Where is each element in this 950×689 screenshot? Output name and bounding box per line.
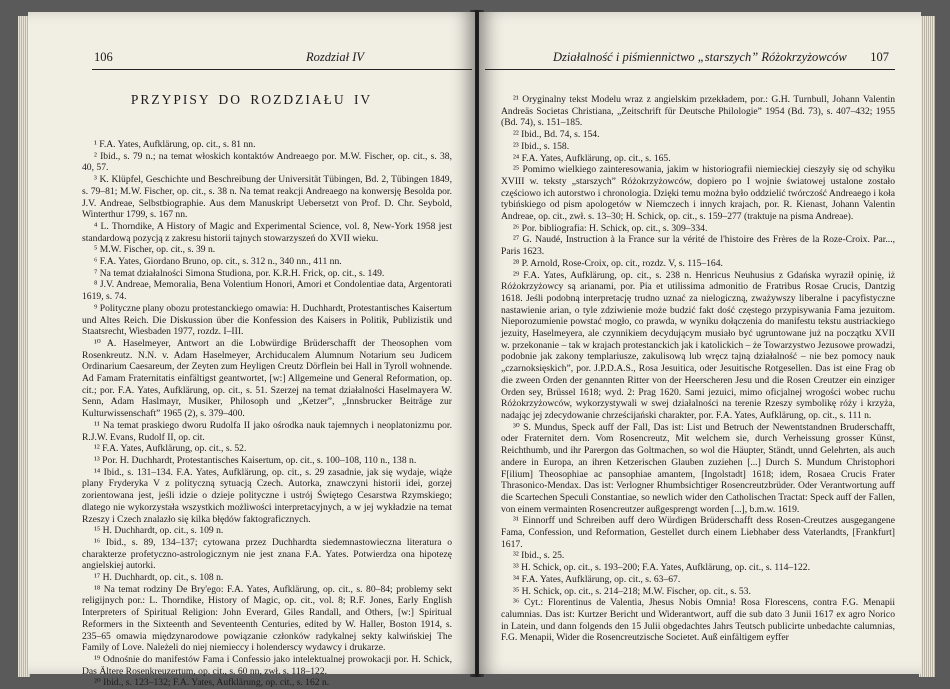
left-footnotes [82, 139, 452, 689]
footnote: ³⁴ F.A. Yates, Aufklärung, op. cit., s. 63–67. [513, 573, 681, 585]
right-footnotes [501, 94, 895, 644]
footnote: ⁸ J.V. Andreae, Memoralia, Bena Volentium Honori, Amori et Condolentiae data, Argentorati 1619, s. 74. [82, 279, 452, 303]
right-page-edge [919, 16, 935, 677]
footnote: ³⁵ H. Schick, op. cit., s. 214–218; M.W. Fischer, op. cit., s. 53. [513, 585, 751, 597]
right-running-header [553, 50, 889, 65]
footnote: ⁶ F.A. Yates, Giordano Bruno, op. cit., s. 312 n., 340 nn., 411 nn. [94, 256, 342, 268]
footnote: ² Ibid., s. 79 n.; na temat włoskich kontaktów Andreaego por. M.W. Fischer, op. cit., s. 38, 40, 57. [82, 150, 452, 174]
footnote: ⁷ Na temat działalności Simona Studiona, por. K.R.H. Frick, op. cit., s. 149. [94, 267, 385, 279]
footnote: ²¹ Oryginalny tekst Modelu wraz z angielskim przekładem, por.: G.H. Turnbull, Johann Valentin Andreäs Societas Christiana, „Zeitschrift für Deutsche Philologie” 1954 (Bd. 73), s. 407–432; 1955 (Bd. 74), s. 151–185. [501, 94, 895, 129]
footnote: ²⁸ P. Arnold, Rose-Croix, op. cit., rozdz. V, s. 115–164. [513, 257, 723, 269]
footnote: ¹⁷ H. Duchhardt, op. cit., s. 108 n. [94, 572, 224, 584]
footnote: ²⁷ G. Naudé, Instruction à la France sur la vérité de l'histoire des Frères de la Roze-Croix. Par..., Paris 1623. [501, 234, 895, 258]
footnote: ⁴ L. Thorndike, A History of Magic and Experimental Science, vol. 8, New-York 1958 jest standardową pozycją z zakresu historii tajnych stowarzyszeń do XVII wieku. [82, 220, 452, 244]
footnote: ³⁶ Cyt.: Florentinus de Valentia, Jhesus Nobis Omnia! Rosa Florescens, contra F.G. Menapii calumnias. Das ist: Kurtzer Bericht und Widerantwort, auff die sub dato 3 Junii 1617 ex agro Norico in Latein, und dann folgends den 15 Julii obgedachtes Jahrs Teutsch publicirte unbedachte calumnias, F.G. Menapii, Wider die Rosencreutzische Societet. Auß einfältigem eyffer [501, 597, 895, 644]
footnote: ³¹ Einnorff und Schreiben auff dero Würdigen Brüderschafft dess Rosen-Creutzes ausgegangene Fama, Confession, und Reformation, Gestellet durch einem Liebhaber dess Vaterlandts, [Frankfurt] 1617. [501, 515, 895, 550]
footnote: ¹² F.A. Yates, Aufklärung, op. cit., s. 52. [94, 443, 247, 455]
left-page [28, 12, 475, 689]
footnote: ¹⁴ Ibid., s. 131–134. F.A. Yates, Aufklärung, op. cit., s. 29 zasadnie, jak się wydaje, wiąże plany Fryderyka V z polityczną sytuacją Czech. Autorka, znawczyni historii idei, gorzej zorientowana jest, jeśli idzie o dzieje polityczne i ustrój Świętego Cesarstwa Rzymskiego; dlatego nie wykorzystała wszystkich możliwości interpretacyjnych, a w jej wykładzie na temat Rzeszy i Czech znalazło się kilka błędów faktograficznych. [82, 466, 452, 525]
footnote: ¹⁰ A. Haselmeyer, Antwort an die Lobwürdige Brüderschafft der Theosophen vom Rosenkreutz. N.N. v. Adam Haselmeyer, Archiducalem Alumnum Notarium seu Judicem Ordinarium Caesareum, der Zeyten zum Heyligen Creutz Dörflein bei Hall in Tyroll wohnende. Ad Famam Fraternitatis einfältigst geantwortet, [w:] Allgemeine und General Reformation, op. cit.; por. F.A. Yates, Aufklärung, op. cit., s. 51. Szerzej na temat działalności Haselmayera W. Senn, Adam Haslmayr, Musiker, Philosoph und „Ketzer”, „Innsbrucker Beiträge zur Kulturwissenschaft” 1965 (2), s. 379–400. [82, 337, 452, 420]
right-page-number: 107 [870, 50, 889, 64]
footnote: ²² Ibid., Bd. 74, s. 154. [513, 129, 600, 141]
right-page [479, 12, 921, 674]
footnote: ²⁴ F.A. Yates, Aufklärung, op. cit., s. 165. [513, 152, 671, 164]
footnote: ³ K. Klüpfel, Geschichte und Beschreibung der Universität Tübingen, Bd. 2, Tübingen 1849, s. 79–81; M.W. Fischer, op. cit., s. 38 n. Na temat reakcji Andreaego na konwersję Besolda por. J.V. Andreae, Selbstbiographie. Aus dem Manuskript Uebersetzt von Prof. D. Chr. Seybold, Winterthur 1799, s. 167 nn. [82, 174, 452, 221]
footnote: ¹ F.A. Yates, Aufklärung, op. cit., s. 81 nn. [94, 139, 256, 150]
left-running-head: Rozdział IV [306, 50, 364, 64]
footnote: ¹⁸ Na temat rodziny De Bry'ego: F.A. Yates, Aufklärung, op. cit., s. 80–84; problemy sekt religijnych por.: L. Thorndike, History of Magic, op. cit., vol. 8; R.F. Jones, Early English Interpreters of Spiritual Religion: John Everard, Giles Randall, and Others, [w:] Spiritual Reformers in the Sixteenth and Seventeenth Centuries, edited by W. Haller, Boston 1914, s. 235–65 omawia międzynarodowe powiązanie członków radykalnej sekty kalwińskiej The Family of Love. Należeli do niej niemieccy i holenderscy wydawcy i drukarze. [82, 583, 452, 654]
right-header-rule [485, 69, 895, 70]
left-header-rule [92, 69, 472, 70]
footnote: ¹³ Por. H. Duchhardt, Protestantisches Kaisertum, op. cit., s. 100–108, 110 n., 138 n. [94, 454, 417, 466]
footnote: ¹⁹ Odnośnie do manifestów Fama i Confessio jako intelektualnej prowokacji por. H. Schick, Das Ältere Rosenkreuzertum, op. cit., s. 60 nn, zwł. s. 118–122. [82, 653, 452, 677]
footnote: ²³ Ibid., s. 158. [513, 140, 570, 152]
footnote: ¹⁶ Ibid., s. 89, 134–137; cytowana przez Duchhardta siedemnastowieczna literatura o charakterze profetyczno-astrologicznym nie jest znana F.A. Yates. Potwierdza ona hipotezę angielskiej autorki. [82, 536, 452, 572]
footnote: ²⁹ F.A. Yates, Aufklärung, op. cit., s. 238 n. Henricus Neuhusius z Gdańska wyraził opinię, iż Różokrzyżowcy są arianami, por. Pia et utilissima admonitio de Fratribus Rosae Crucis, Dantzig 1618. Jeśli podobną interpretację trudno uznać za nielogiczną, zważywszy liberalne i pacyfistyczne nastawienie arian, o tyle zdziwienie może budzić fakt dość częstego przypisywania Fama jezuitom. Nieporozumienie powstać mogło, co prawda, w wyniku dołączenia do manifestu tekstu austriackiego jezuity, Haselmeyera, ale czynnikiem decydującym musiało być ugruntowane już na początku XVII w. przekonanie – tak w krajach protestanckich jak i katolickich – że Towarzystwo Jezusowe prowadzi, podobnie jak zakony templariusze, zakulisową lub wręcz tajną działalność – nie bez pomocy nauk „czarnoksięskich”, por. J.P.D.A.S., Rosa Jesuitica, oder Jesuitische Rotgesellen. Das ist eine Frag ob die zween Orden der genannten Ritter von der Heerscheren Jesu und die Rosen Creutzer ein einziger Orden sey, Brüssel 1618; wyd. 2: Prag 1620. Sami jezuici, mimo oficjalnej wrogości wobec ruchu Różokrzyżowców, wykorzystywali w swej działalności na terenie Rzeszy symbolikę róży i krzyża, nadając jej zdecydowanie chrześcijański charakter, por. F.A. Yates, Aufklärung, op. cit., s. 111 n. [501, 269, 895, 421]
footnote: ²⁰ Ibid., s. 123–132; F.A. Yates, Aufklärung, op. cit., s. 162 n. [94, 677, 330, 689]
footnote: ¹¹ Na temat praskiego dworu Rudolfa II jako ośrodka nauk tajemnych i neoplatonizmu por. R.J.W. Evans, Rudolf II, op. cit. [82, 419, 452, 443]
footnote: ¹⁵ H. Duchhardt, op. cit., s. 109 n. [94, 525, 224, 537]
chapter-title: PRZYPISY DO ROZDZIAŁU IV [130, 92, 373, 107]
footnote: ²⁶ Por. bibliografia: H. Schick, op. cit., s. 309–334. [513, 222, 708, 234]
footnote: ³³ H. Schick, op. cit., s. 193–200; F.A. Yates, Aufklärung, op. cit., s. 114–122. [513, 562, 810, 574]
footnote: ⁵ M.W. Fischer, op. cit., s. 39 n. [94, 244, 216, 256]
left-page-number: 106 [94, 50, 113, 64]
footnote: ⁹ Polityczne plany obozu protestanckiego omawia: H. Duchhardt, Protestantisches Kaisertum und Altes Reich. Die Diskussion über die Konfession des Kaisers in Politik, Publizistik und Staatsrecht, Wiesbaden 1977, rozdz. I–III. [82, 302, 452, 338]
footnote: ²⁵ Pomimo wielkiego zainteresowania, jakim w historiografii niemieckiej cieszyły się od schyłku XVIII w. teksty „starszych” Różokrzyżowców, dopiero po I wojnie światowej ustalone zostało częściowo ich autorstwo i chronologia. Dzięki temu można było oddzielić twórczość Andreaego i koła tybińskiego od pism apologetów w Niemczech i innych krajach, por. R. Kienast, Johann Valentin Andreae, op. cit., zwł. s. 13–30; H. Schick, op. cit., s. 159–277 (traktuje na pisma Andreae). [501, 164, 895, 223]
left-running-header [94, 50, 364, 65]
right-running-head: Działalność i piśmiennictwo „starszych” Różokrzyżowców [553, 50, 847, 64]
footnote: ³² Ibid., s. 25. [513, 550, 565, 562]
footnote: ³⁰ S. Mundus, Speck auff der Fall, Das ist: List und Betruch der Newentstandnen Bruderschafft, oder Fraternitet dern. Vom Rosencreutz, Mit welchem sie, durch Verheissung grosser Künst, Reichthumb, und ihr Parergon das Goltmachen, so wol die Häupter, Ständt, unnd Gelehrten, als auch andere in Europa, an ihren Ketzerischen Glauben zuziehen [...] Durch S. Mundum Christophori F[ilium] Theosophiae ac pansophiae amantem, [Ingolstadt] 1618; idem, Rosaea Crucis Frater Thrasonico-Mendax. Das ist: Verlogner Rhumbsichtiger Rosencreutzbrüder. Oder Verantwortung auff die Scartechen Speculi Constantiae, so newlich wider den Catholischen Tractat: Speck auff der Fallen, von einem vermainten Rosencreutzer außgesprengt worden [...], b.m.w. 1619. [501, 421, 895, 515]
